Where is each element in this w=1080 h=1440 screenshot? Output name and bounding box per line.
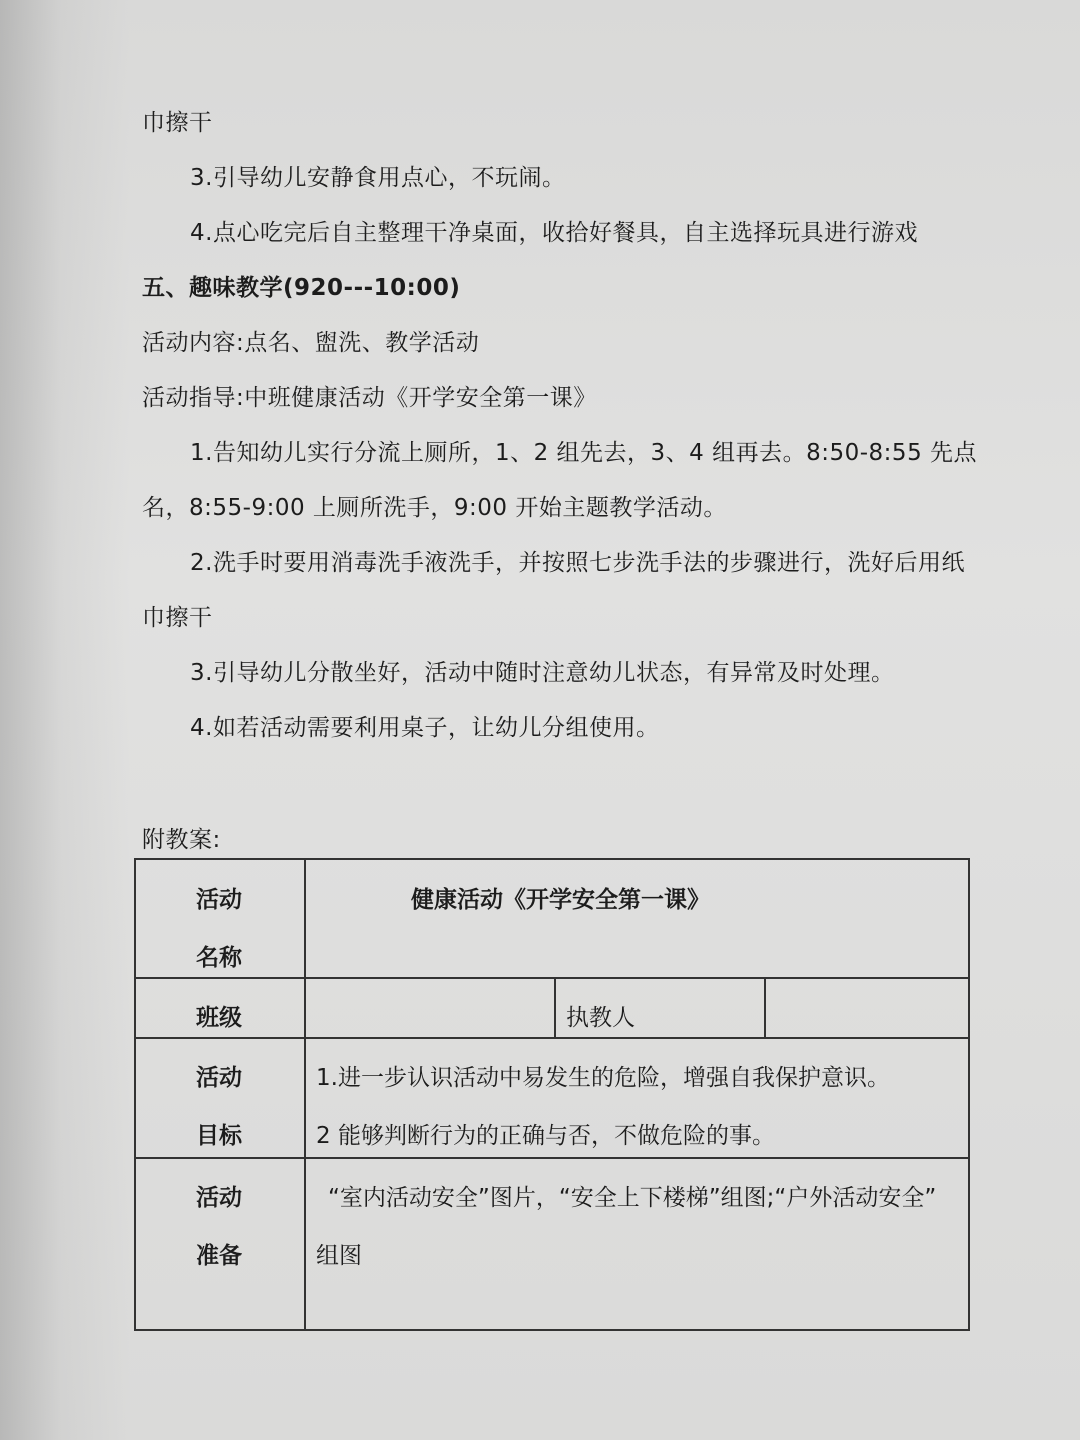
teacher-label-cell [555, 978, 765, 1038]
goal-cell [305, 1038, 969, 1158]
table-row [135, 859, 969, 978]
table-label-cell [135, 859, 305, 978]
goal-text: 2 能够判断行为的正确与否，不做危险的事。 [316, 1123, 775, 1149]
label-text: 准备 [196, 1243, 242, 1269]
preparation-text: 组图 [316, 1243, 362, 1269]
activity-name-cell [305, 859, 969, 978]
table-row [135, 978, 969, 1038]
label-text: 活动 [196, 1185, 242, 1211]
label-text: 班级 [196, 1005, 242, 1031]
label-text: 目标 [196, 1123, 242, 1149]
teacher-label: 执教人 [566, 1005, 635, 1031]
lesson-plan-table [134, 858, 970, 1331]
label-text: 活动 [196, 887, 242, 913]
table-label-cell [135, 978, 305, 1038]
text-line: 巾擦干 [142, 110, 213, 136]
class-value-cell [305, 978, 555, 1038]
appendix-label: 附教案: [142, 827, 221, 853]
list-item-continuation: 巾擦干 [142, 605, 213, 631]
list-item-continuation: 名，8:55-9:00 上厕所洗手，9:00 开始主题教学活动。 [142, 495, 727, 521]
activity-content: 活动内容:点名、盥洗、教学活动 [142, 330, 480, 356]
teacher-value-cell [765, 978, 969, 1038]
activity-name: 健康活动《开学安全第一课》 [411, 887, 710, 913]
activity-guide: 活动指导:中班健康活动《开学安全第一课》 [142, 385, 597, 411]
preparation-cell [305, 1158, 969, 1330]
table-label-cell [135, 1158, 305, 1330]
list-item: 1.告知幼儿实行分流上厕所，1、2 组先去，3、4 组再去。8:50-8:55 先点 [190, 440, 978, 466]
label-text: 名称 [196, 945, 242, 971]
table-row [135, 1038, 969, 1158]
goal-text: 1.进一步认识活动中易发生的危险，增强自我保护意识。 [316, 1065, 890, 1091]
preparation-text: “室内活动安全”图片，“安全上下楼梯”组图;“户外活动安全” [328, 1185, 937, 1211]
table-row [135, 1158, 969, 1330]
list-item: 2.洗手时要用消毒洗手液洗手，并按照七步洗手法的步骤进行，洗好后用纸 [190, 550, 965, 576]
label-text: 活动 [196, 1065, 242, 1091]
list-item: 4.如若活动需要利用桌子，让幼儿分组使用。 [190, 715, 660, 741]
table-label-cell [135, 1038, 305, 1158]
list-item: 3.引导幼儿分散坐好，活动中随时注意幼儿状态，有异常及时处理。 [190, 660, 895, 686]
text-line: 4.点心吃完后自主整理干净桌面，收拾好餐具，自主选择玩具进行游戏 [190, 220, 918, 246]
text-line: 3.引导幼儿安静食用点心，不玩闹。 [190, 165, 566, 191]
section-heading: 五、趣味教学(920---10:00) [142, 275, 461, 301]
